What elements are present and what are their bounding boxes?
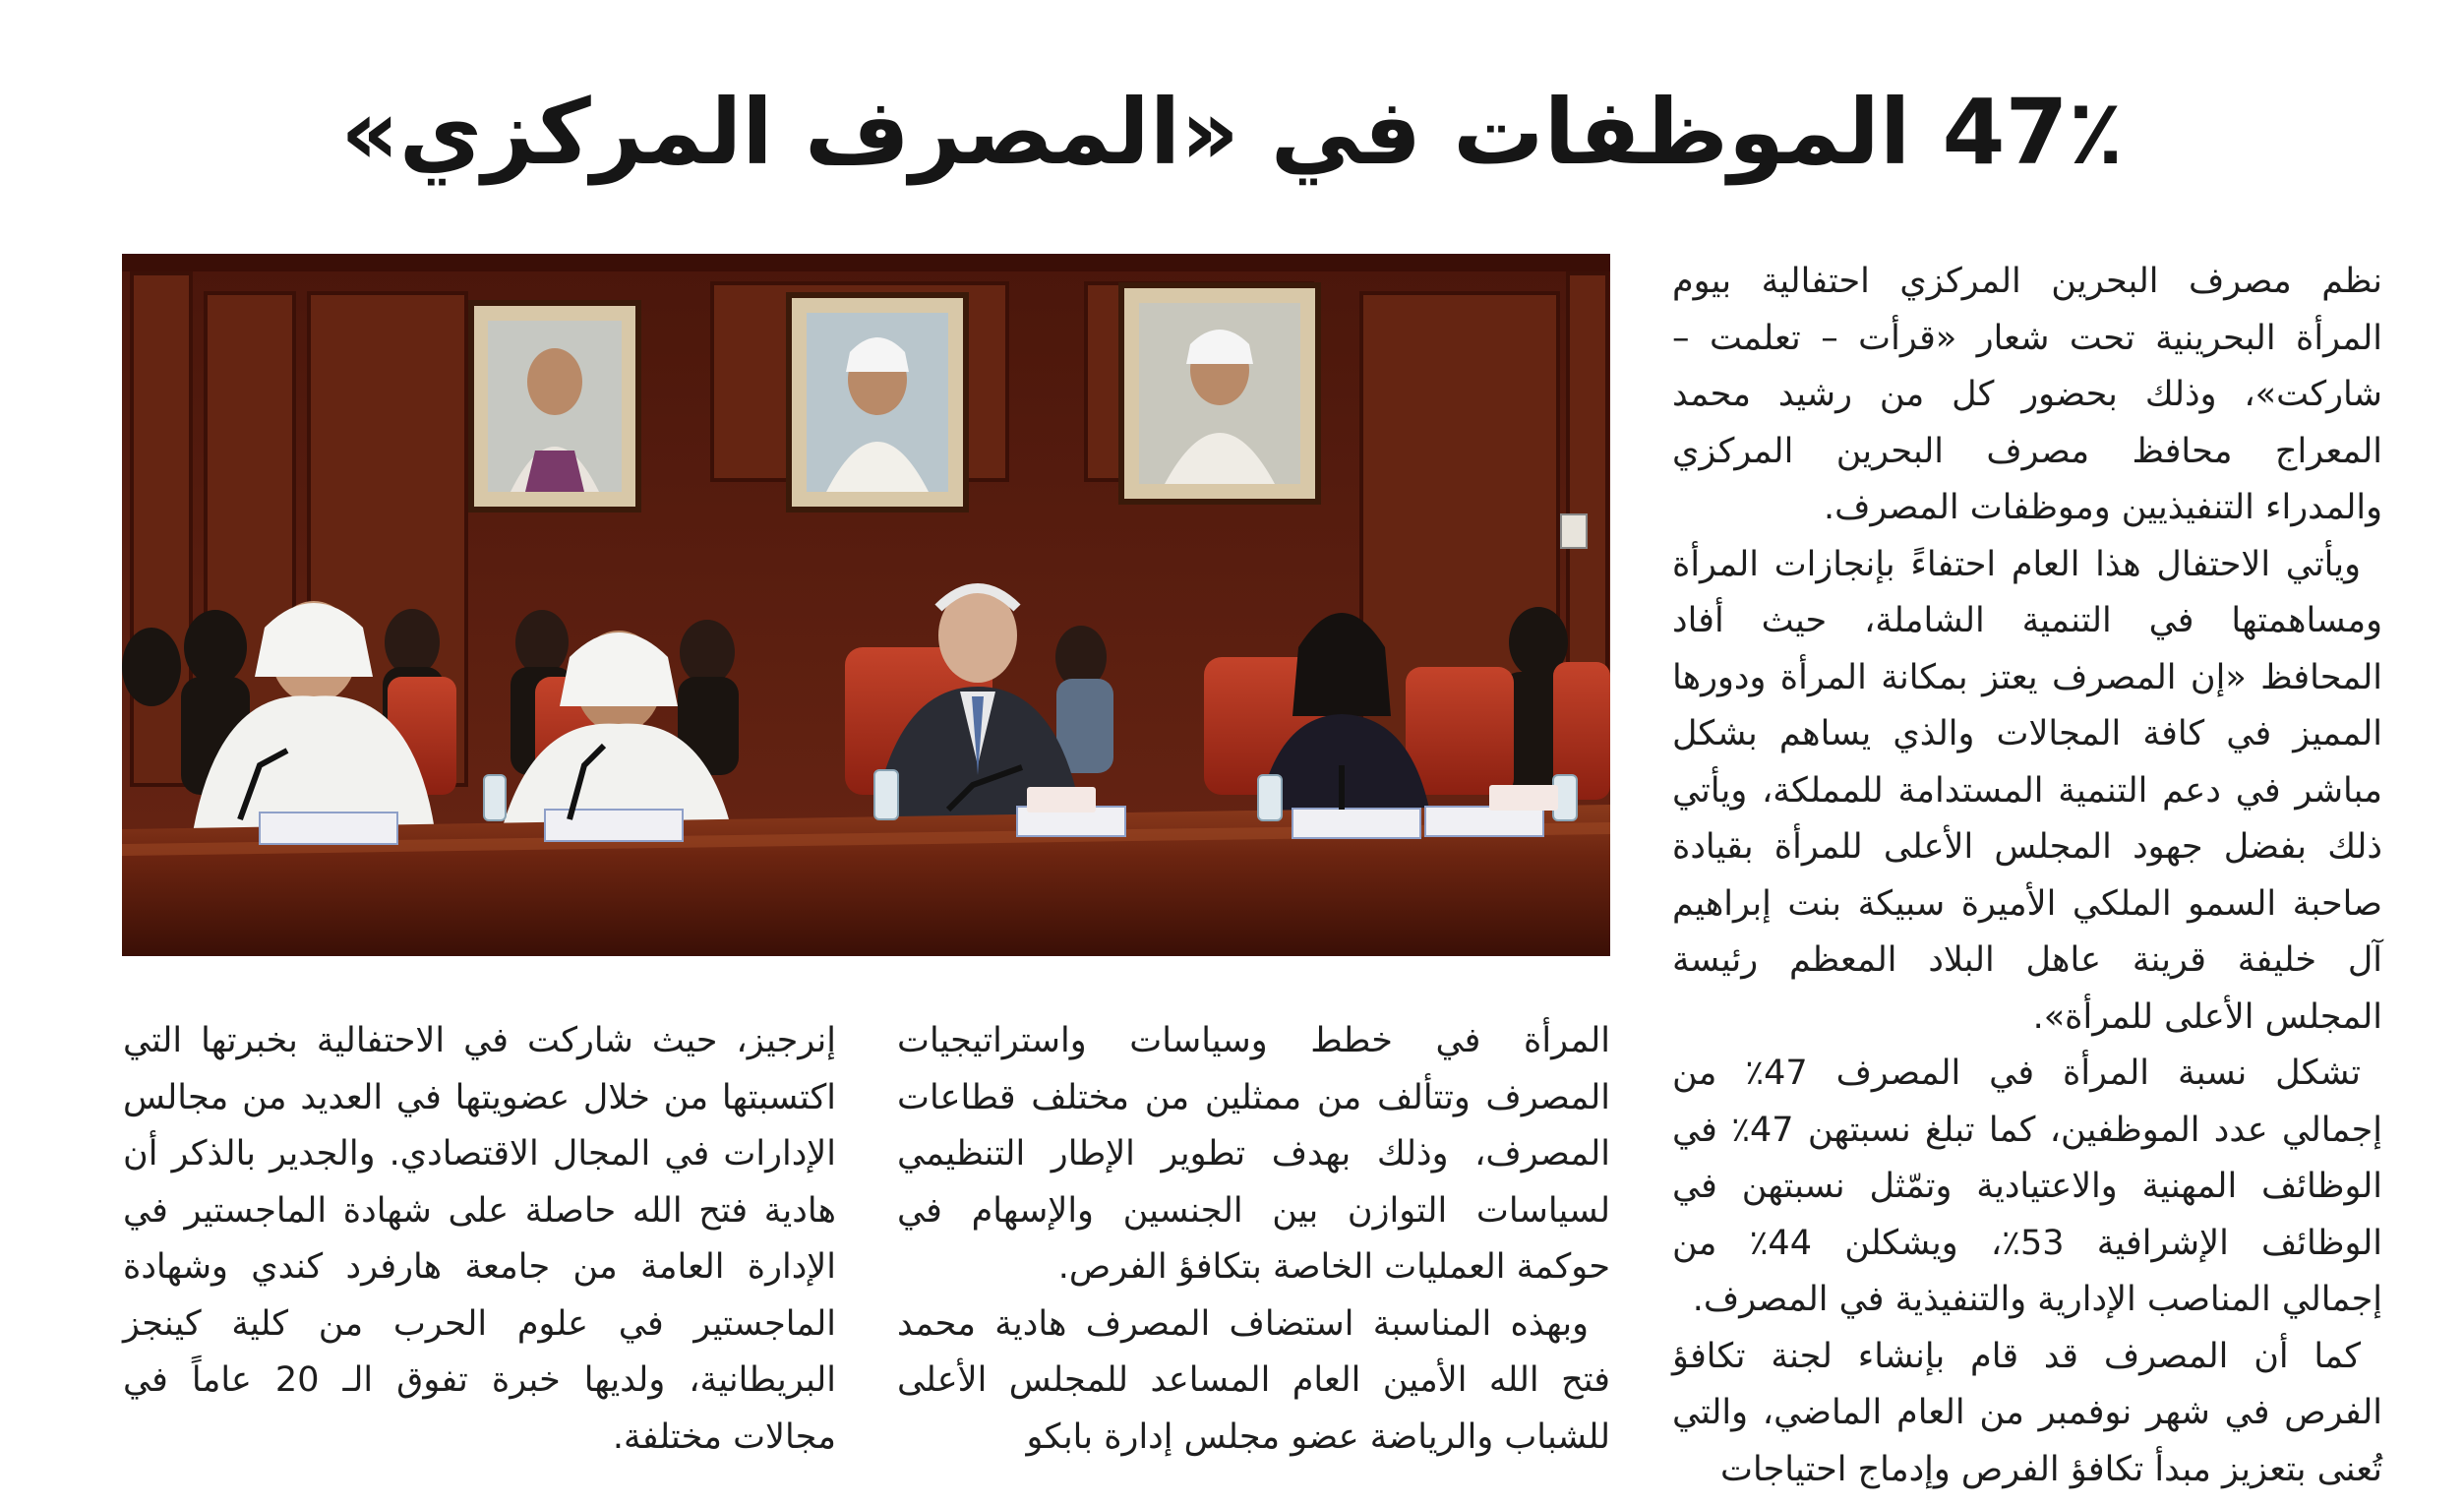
thermostat xyxy=(1561,514,1587,548)
meeting-room-photo xyxy=(122,254,1610,956)
paragraph: نظم مصرف البحرين المركزي احتفالية بيوم المرأة البحرينية تحت شعار «قرأت – تعلمت – شاركت»، وذلك بحضور كل من رشيد محمد المعراج محافظ مصرف البحرين المركزي والمدراء التنفيذيين وموظفات المصرف. xyxy=(1672,262,2382,527)
article-column-right xyxy=(1672,254,2382,1498)
paragraph: المرأة في خطط وسياسات واستراتيجيات المصرف وتتألف من ممثلين من مختلف قطاعات المصرف، وذلك بهدف تطوير الإطار التنظيمي لسياسات التوازن بين الجنسين والإسهام في حوكمة العمليات الخاصة بتكافؤ الفرص. xyxy=(897,1021,1610,1287)
portrait-center xyxy=(789,295,966,510)
article-column-middle xyxy=(897,1013,1610,1466)
photo-illustration xyxy=(122,254,1610,956)
paragraph: تشكل نسبة المرأة في المصرف 47٪ من إجمالي عدد الموظفين، كما تبلغ نسبتهن 47٪ في الوظائف المهنية والاعتيادية وتمّثل نسبتهن في الوظائف الإشرافية 53٪، ويشكلن 44٪ من إجمالي المناصب الإدارية والتنفيذية في المصرف. xyxy=(1672,1054,2383,1319)
wall-rail xyxy=(122,254,1610,271)
portrait-right xyxy=(1121,285,1318,502)
headline: 47٪ الموظفات في «المصرف المركزي» xyxy=(340,80,2124,185)
paragraph: ويأتي الاحتفال هذا العام احتفاءً بإنجازات المرأة ومساهمتها في التنمية الشاملة، حيث أفاد المحافظ «إن المصرف يعتز بمكانة المرأة ودورها المميز في كافة المجالات والذي يساهم بشكل مباشر في دعم التنمية المستدامة للمملكة، ويأتي ذلك بفضل جهود المجلس الأعلى للمرأة بقيادة صاحبة السمو الملكي الأميرة سبيكة بنت إبراهيم آل خليفة قرينة عاهل البلاد المعظم رئيسة المجلس الأعلى للمرأة». xyxy=(1672,544,2382,1037)
portrait-left xyxy=(471,303,638,510)
article-column-left xyxy=(123,1013,836,1466)
paragraph: وبهذه المناسبة استضاف المصرف هادية محمد فتح الله الأمين العام المساعد للمجلس الأعلى للشباب والرياضة عضو مجلس إدارة بابكو xyxy=(897,1303,1610,1457)
paragraph: كما أن المصرف قد قام بإنشاء لجنة تكافؤ الفرص في شهر نوفمبر من العام الماضي، والتي تُعنى بتعزيز مبدأ تكافؤ الفرص وإدماج احتياجات xyxy=(1672,1336,2382,1489)
paragraph: إنرجيز، حيث شاركت في الاحتفالية بخبرتها التي اكتسبتها من خلال عضويتها في العديد من مجالس الإدارات في المجال الاقتصادي. والجدير بالذكر أن هادية فتح الله حاصلة على شهادة الماجستير في الإدارة العامة من جامعة هارفرد كندي وشهادة الماجستير في علوم الحرب من كلية كينجز البريطانية، ولديها خبرة تفوق الـ 20 عاماً في مجالات مختلفة. xyxy=(123,1021,836,1457)
